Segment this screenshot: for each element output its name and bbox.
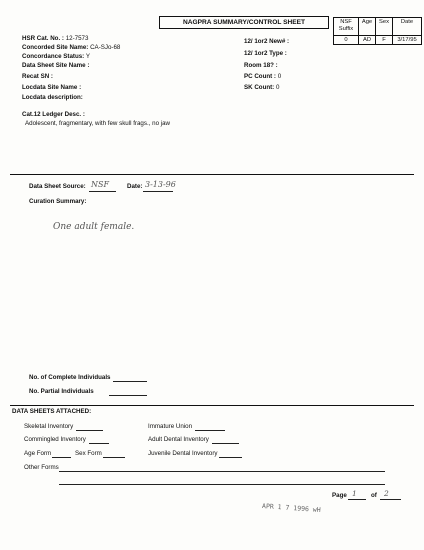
partial-individuals-label: No. Partial Individuals [29, 388, 94, 395]
field-label: 12/ 1or2 Type : [244, 50, 287, 57]
page-total: 2 [384, 489, 389, 498]
juvenile-dental-line[interactable] [219, 457, 242, 458]
page-of-label: of [371, 492, 377, 499]
attached-heading: DATA SHEETS ATTACHED: [12, 408, 92, 415]
field-label: Concordance Status: [22, 53, 85, 60]
page-current-line[interactable] [348, 499, 366, 500]
field-value: CA-SJo-68 [90, 44, 121, 51]
curation-summary-label: Curation Summary: [29, 198, 87, 205]
data-sheet-source-value: NSF [91, 180, 110, 189]
sheet-title: NAGPRA SUMMARY/CONTROL SHEET [159, 16, 329, 29]
field-value: 0 [277, 73, 282, 80]
commingled-inventory-label: Commingled Inventory [24, 436, 86, 443]
nsf-value-suffix: 0 [334, 36, 359, 45]
field-label: PC Count : [244, 73, 276, 80]
nsf-value-date: 3/17/95 [393, 36, 422, 45]
field-label: 12/ 1or2 New# : [244, 38, 290, 45]
data-sheet-source-label: Data Sheet Source: [29, 183, 86, 190]
field-label: Recat SN : [22, 73, 53, 80]
page-current: 1 [352, 489, 357, 498]
section-divider [10, 174, 414, 175]
other-forms-line-2[interactable] [59, 484, 385, 485]
nsf-table [333, 17, 422, 45]
date-underline [143, 191, 173, 192]
immature-union-label: Immature Union [148, 423, 193, 430]
nsf-value-age: AD [359, 36, 376, 45]
curation-summary-text: One adult female. [53, 222, 135, 232]
received-stamp: APR 1 7 1996 wH [261, 501, 321, 515]
field-locdata-description [22, 94, 83, 102]
skeletal-inventory-label: Skeletal Inventory [24, 423, 74, 430]
field-label: SK Count: [244, 84, 275, 91]
field-label: Room 18? : [244, 62, 278, 69]
sex-form-label: Sex Form [75, 450, 102, 457]
complete-individuals-label: No. of Complete Individuals [29, 374, 111, 381]
age-form-line[interactable] [52, 457, 71, 458]
other-forms-label: Other Forms [24, 464, 59, 471]
field-sk-count [244, 84, 279, 92]
field-value: 12-7573 [65, 35, 89, 42]
nsf-header-age: Age [359, 18, 376, 36]
date-label: Date: [127, 183, 143, 190]
field-concorded-site [22, 44, 120, 52]
field-recat-sn [22, 73, 53, 81]
nsf-header-suffix: NSF Suffix [334, 18, 359, 36]
commingled-inventory-line[interactable] [89, 443, 109, 444]
ledger-text: Adolescent, fragmentary, with few skull frags., no jaw [25, 120, 171, 127]
adult-dental-line[interactable] [212, 443, 239, 444]
field-hsr-cat [22, 35, 88, 43]
source-underline [89, 191, 116, 192]
field-label: HSR Cat. No. : [22, 35, 64, 42]
juvenile-dental-label: Juvenile Dental Inventory [148, 450, 218, 457]
immature-union-line[interactable] [195, 430, 225, 431]
sex-form-line[interactable] [103, 457, 125, 458]
ledger-label: Cat.12 Ledger Desc. : [22, 111, 85, 118]
attached-divider [10, 405, 414, 406]
skeletal-inventory-line[interactable] [76, 430, 103, 431]
adult-dental-label: Adult Dental Inventory [148, 436, 209, 443]
field-label: Locdata Site Name : [22, 84, 82, 91]
field-locdata-site [22, 84, 81, 92]
field-type [244, 50, 287, 58]
field-label: Concorded Site Name: [22, 44, 89, 51]
field-value: Y [85, 53, 90, 60]
field-value: 0 [275, 84, 280, 91]
age-form-label: Age Form [24, 450, 52, 457]
field-label: Locdata description: [22, 94, 83, 101]
field-label: Data Sheet Site Name : [22, 62, 90, 69]
complete-individuals-line[interactable] [113, 381, 147, 382]
field-new-number [244, 38, 289, 46]
other-forms-line-1[interactable] [59, 471, 385, 472]
field-data-sheet-site [22, 62, 89, 70]
page-total-line[interactable] [380, 499, 401, 500]
partial-individuals-line[interactable] [109, 395, 147, 396]
page-label: Page [332, 492, 347, 499]
nsf-header-sex: Sex [376, 18, 393, 36]
field-pc-count [244, 73, 281, 81]
field-room-18 [244, 62, 278, 70]
field-concordance-status [22, 53, 90, 61]
nsf-value-sex: F [376, 36, 393, 45]
nsf-header-date: Date [393, 18, 422, 36]
date-value: 3-13-96 [145, 180, 176, 189]
